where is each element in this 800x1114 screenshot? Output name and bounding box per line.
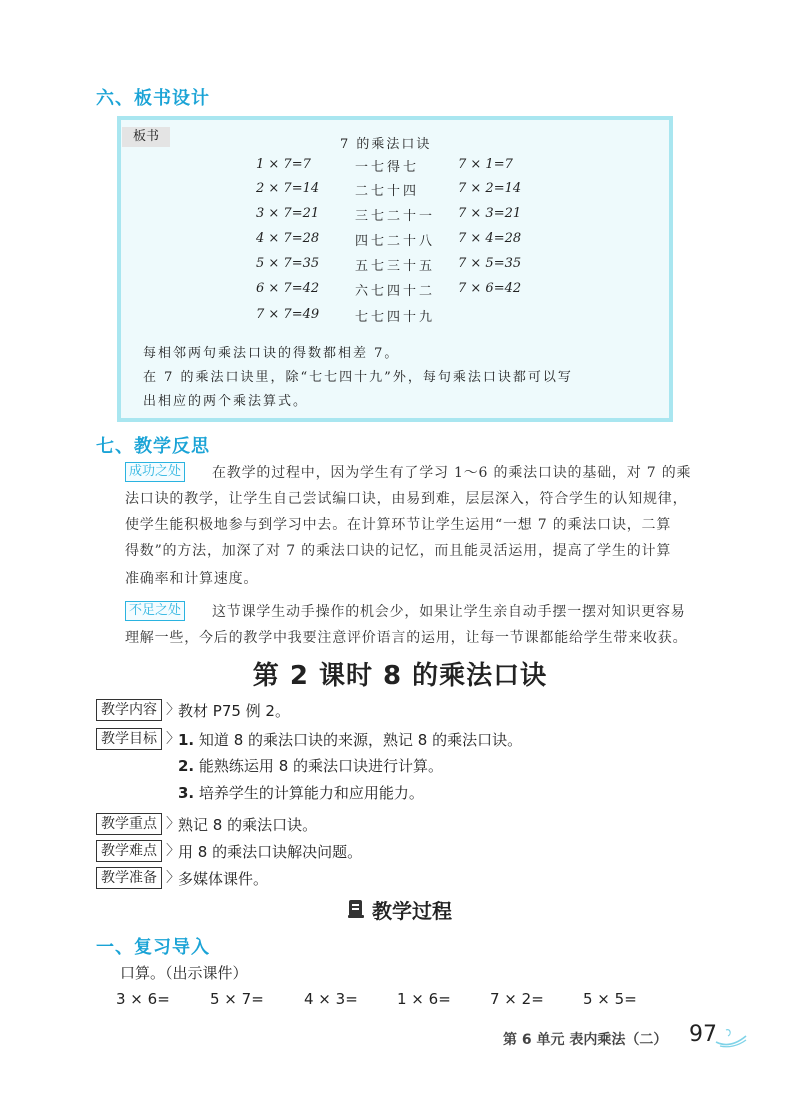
success-line-3: 使学生能积极地参与到学习中去。在计算环节让学生运用“一想 7 的乘法口诀，二算 xyxy=(125,517,672,533)
book-icon xyxy=(345,898,367,920)
calc-problem: 1 × 6= xyxy=(397,990,451,1008)
key-text: 熟记 8 的乘法口诀。 xyxy=(178,816,318,834)
content-text: 教材 P75 例 2。 xyxy=(178,702,290,720)
board-tag: 板书 xyxy=(122,127,170,147)
prep-text: 多媒体课件。 xyxy=(178,870,269,888)
board-row-right: 7 × 5=35 xyxy=(458,256,522,271)
board-row-right: 7 × 1=7 xyxy=(458,157,513,172)
board-row-verse: 七七四十九 xyxy=(355,310,436,325)
page-number: 97 xyxy=(689,1022,717,1047)
board-row-left: 7 × 7=49 xyxy=(256,307,320,322)
lesson-title: 第 2 课时 8 的乘法口诀 xyxy=(252,661,548,691)
chevron-right-icon: 〉 xyxy=(166,816,180,832)
board-row-verse: 五七三十五 xyxy=(355,259,436,274)
calc-problem: 5 × 5= xyxy=(583,990,637,1008)
chevron-right-icon: 〉 xyxy=(166,702,180,718)
calc-problem: 7 × 2= xyxy=(490,990,544,1008)
chevron-right-icon: 〉 xyxy=(166,731,180,747)
board-row-left: 3 × 7=21 xyxy=(256,206,320,221)
success-tag: 成功之处 xyxy=(125,462,185,482)
prep-label: 教学准备 xyxy=(96,867,162,889)
review-intro: 口算。（出示课件） xyxy=(120,964,248,982)
chevron-right-icon: 〉 xyxy=(166,843,180,859)
calc-problem: 3 × 6= xyxy=(116,990,170,1008)
board-row-verse: 三七二十一 xyxy=(355,209,436,224)
goals-label: 教学目标 xyxy=(96,728,162,750)
content-label: 教学内容 xyxy=(96,699,162,721)
board-note-2a: 在 7 的乘法口诀里，除“七七四十九”外，每句乘法口诀都可以写 xyxy=(143,370,573,385)
success-line-4: 得数”的方法，加深了对 7 的乘法口诀的记忆，而且能灵活运用，提高了学生的计算 xyxy=(125,543,672,559)
board-row-verse: 六七四十二 xyxy=(355,284,436,299)
board-row-right: 7 × 6=42 xyxy=(458,281,522,296)
success-line-1: 在教学的过程中，因为学生有了学习 1～6 的乘法口诀的基础，对 7 的乘 xyxy=(212,465,692,481)
board-row-verse: 四七二十八 xyxy=(355,234,436,249)
process-title: 教学过程 xyxy=(372,899,452,923)
calc-problem: 5 × 7= xyxy=(210,990,264,1008)
shortcoming-line-2: 理解一些，今后的教学中我要注意评价语言的运用，让每一节课都能给学生带来收获。 xyxy=(125,630,688,646)
success-line-2: 法口诀的教学，让学生自己尝试编口诀，由易到难，层层深入，符合学生的认知规律， xyxy=(125,491,688,507)
board-row-left: 1 × 7=7 xyxy=(256,157,311,172)
shortcoming-line-1: 这节课学生动手操作的机会少，如果让学生亲自动手摆一摆对知识更容易 xyxy=(212,604,686,620)
section-title-reflection: 七、教学反思 xyxy=(96,436,210,457)
board-row-left: 5 × 7=35 xyxy=(256,256,320,271)
footer-unit: 第 6 单元 表内乘法（二） xyxy=(503,1032,668,1048)
board-row-right: 7 × 3=21 xyxy=(458,206,522,221)
board-row-right: 7 × 4=28 xyxy=(458,231,522,246)
shortcoming-tag: 不足之处 xyxy=(125,601,185,621)
goal-1: 1. 知道 8 的乘法口诀的来源，熟记 8 的乘法口诀。 xyxy=(178,731,523,749)
success-line-5: 准确率和计算速度。 xyxy=(125,571,259,587)
goal-3: 3. 培养学生的计算能力和应用能力。 xyxy=(178,784,424,802)
board-row-left: 2 × 7=14 xyxy=(256,181,320,196)
wave-decoration-icon xyxy=(714,1024,748,1050)
section-title-review: 一、复习导入 xyxy=(96,937,210,958)
board-row-verse: 一七得七 xyxy=(355,160,420,175)
section-title-board-design: 六、板书设计 xyxy=(96,88,210,109)
goal-2: 2. 能熟练运用 8 的乘法口诀进行计算。 xyxy=(178,757,444,775)
board-note-2b: 出相应的两个乘法算式。 xyxy=(143,394,309,409)
board-row-left: 4 × 7=28 xyxy=(256,231,320,246)
difficulty-label: 教学难点 xyxy=(96,840,162,862)
board-heading: 7 的乘法口诀 xyxy=(340,137,432,152)
difficulty-text: 用 8 的乘法口诀解决问题。 xyxy=(178,843,363,861)
board-row-right: 7 × 2=14 xyxy=(458,181,522,196)
key-label: 教学重点 xyxy=(96,813,162,835)
calc-problem: 4 × 3= xyxy=(304,990,358,1008)
board-note-1: 每相邻两句乘法口诀的得数都相差 7。 xyxy=(143,346,400,361)
board-row-left: 6 × 7=42 xyxy=(256,281,320,296)
board-row-verse: 二七十四 xyxy=(355,184,420,199)
chevron-right-icon: 〉 xyxy=(166,870,180,886)
